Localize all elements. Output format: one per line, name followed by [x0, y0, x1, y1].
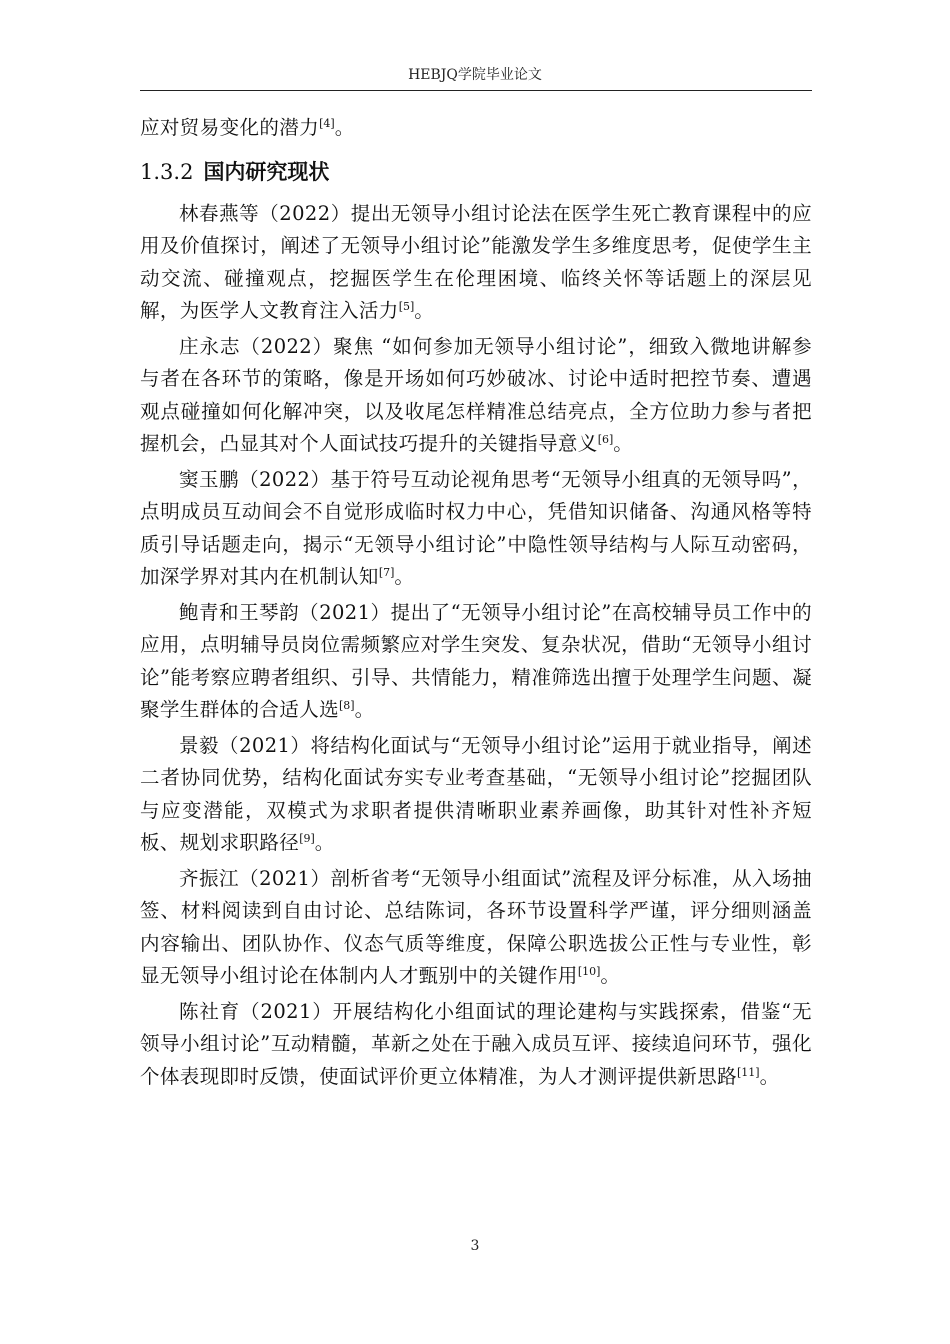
paragraph-text: 齐振江（2021）剖析省考“无领导小组面试”流程及评分标准，从入场抽签、材料阅读到自由讨论、总结陈词，各环节设置科学严谨，评分细则涵盖内容输出、团队协作、仪态气质等维度，保障公职选拔公正性与专业性，彰显无领导小组讨论在体制内人才甄别中的关键作用 — [140, 866, 812, 987]
citation: [4] — [319, 117, 335, 130]
citation: [9] — [299, 832, 315, 845]
citation: [6] — [597, 433, 614, 446]
citation: [7] — [378, 566, 395, 579]
paragraph-tail: 。 — [394, 565, 415, 588]
page-number: 3 — [470, 1238, 480, 1254]
paragraph-tail: 。 — [414, 299, 435, 322]
paragraph — [140, 198, 812, 328]
paragraph — [140, 863, 812, 993]
body-text — [140, 112, 812, 1096]
paragraph — [140, 331, 812, 461]
section-heading — [140, 155, 812, 189]
paragraph-tail: 。 — [354, 698, 375, 721]
paragraph-text: 陈社育（2021）开展结构化小组面试的理论建构与实践探索，借鉴“无领导小组讨论”互动精髓，革新之处在于融入成员互评、接续追问环节，强化个体表现即时反馈，使面试评价更立体精准，为人才测评提供新思路 — [140, 999, 812, 1088]
paragraph-tail: 。 — [334, 116, 355, 139]
paragraph-text: 庄永志（2022）聚焦 “如何参加无领导小组讨论”，细致入微地讲解参与者在各环节的策略，像是开场如何巧妙破冰、讨论中适时把控节奏、遭遇观点碰撞如何化解冲突，以及收尾怎样精准总结亮点，全方位助力参与者把握机会，凸显其对个人面试技巧提升的关键指导意义 — [140, 334, 812, 455]
paragraph — [140, 996, 812, 1094]
paragraph-text: 应对贸易变化的潜力 — [140, 116, 320, 139]
citation: [11] — [737, 1065, 760, 1079]
paragraph — [140, 464, 812, 594]
header-rule — [140, 90, 812, 91]
section-title: 国内研究现状 — [203, 159, 330, 184]
paragraph-text: 景毅（2021）将结构化面试与“无领导小组讨论”运用于就业指导，阐述二者协同优势，结构化面试夯实专业考查基础，“无领导小组讨论”挖掘团队与应变潜能，双模式为求职者提供清晰职业素养画像，助其针对性补齐短板、规划求职路径 — [140, 733, 812, 854]
citation: [5] — [398, 300, 415, 313]
intro-fragment — [140, 112, 812, 145]
paragraph-text: 林春燕等（2022）提出无领导小组讨论法在医学生死亡教育课程中的应用及价值探讨，阐述了无领导小组讨论”能激发学生多维度思考，促使学生主动交流、碰撞观点，挖掘医学生在伦理困境、临终关怀等话题上的深层见解，为医学人文教育注入活力 — [140, 201, 812, 322]
citation: [10] — [577, 965, 601, 978]
paragraph-tail: 。 — [759, 1064, 780, 1088]
paragraph-tail: 。 — [314, 831, 335, 854]
paragraph-tail: 。 — [613, 432, 634, 455]
paragraph-text: 鲍青和王琴韵（2021）提出了“无领导小组讨论”在高校辅导员工作中的应用，点明辅导员岗位需频繁应对学生突发、复杂状况，借助“无领导小组讨论”能考察应聘者组织、引导、共情能力，精准筛选出擅于处理学生问题、凝聚学生群体的合适人选 — [140, 600, 812, 721]
paragraph — [140, 730, 812, 860]
paragraph — [140, 597, 812, 727]
paragraph-tail: 。 — [600, 964, 621, 987]
paragraph-text: 窦玉鹏（2022）基于符号互动论视角思考“无领导小组真的无领导吗”，点明成员互动间会不自觉形成临时权力中心，凭借知识储备、沟通风格等特质引导话题走向，揭示“无领导小组讨论”中隐性领导结构与人际互动密码，加深学界对其内在机制认知 — [140, 467, 812, 588]
section-number: 1.3.2 — [140, 159, 194, 184]
running-header: HEBJQ学院毕业论文 — [408, 67, 542, 83]
citation: [8] — [339, 699, 355, 712]
